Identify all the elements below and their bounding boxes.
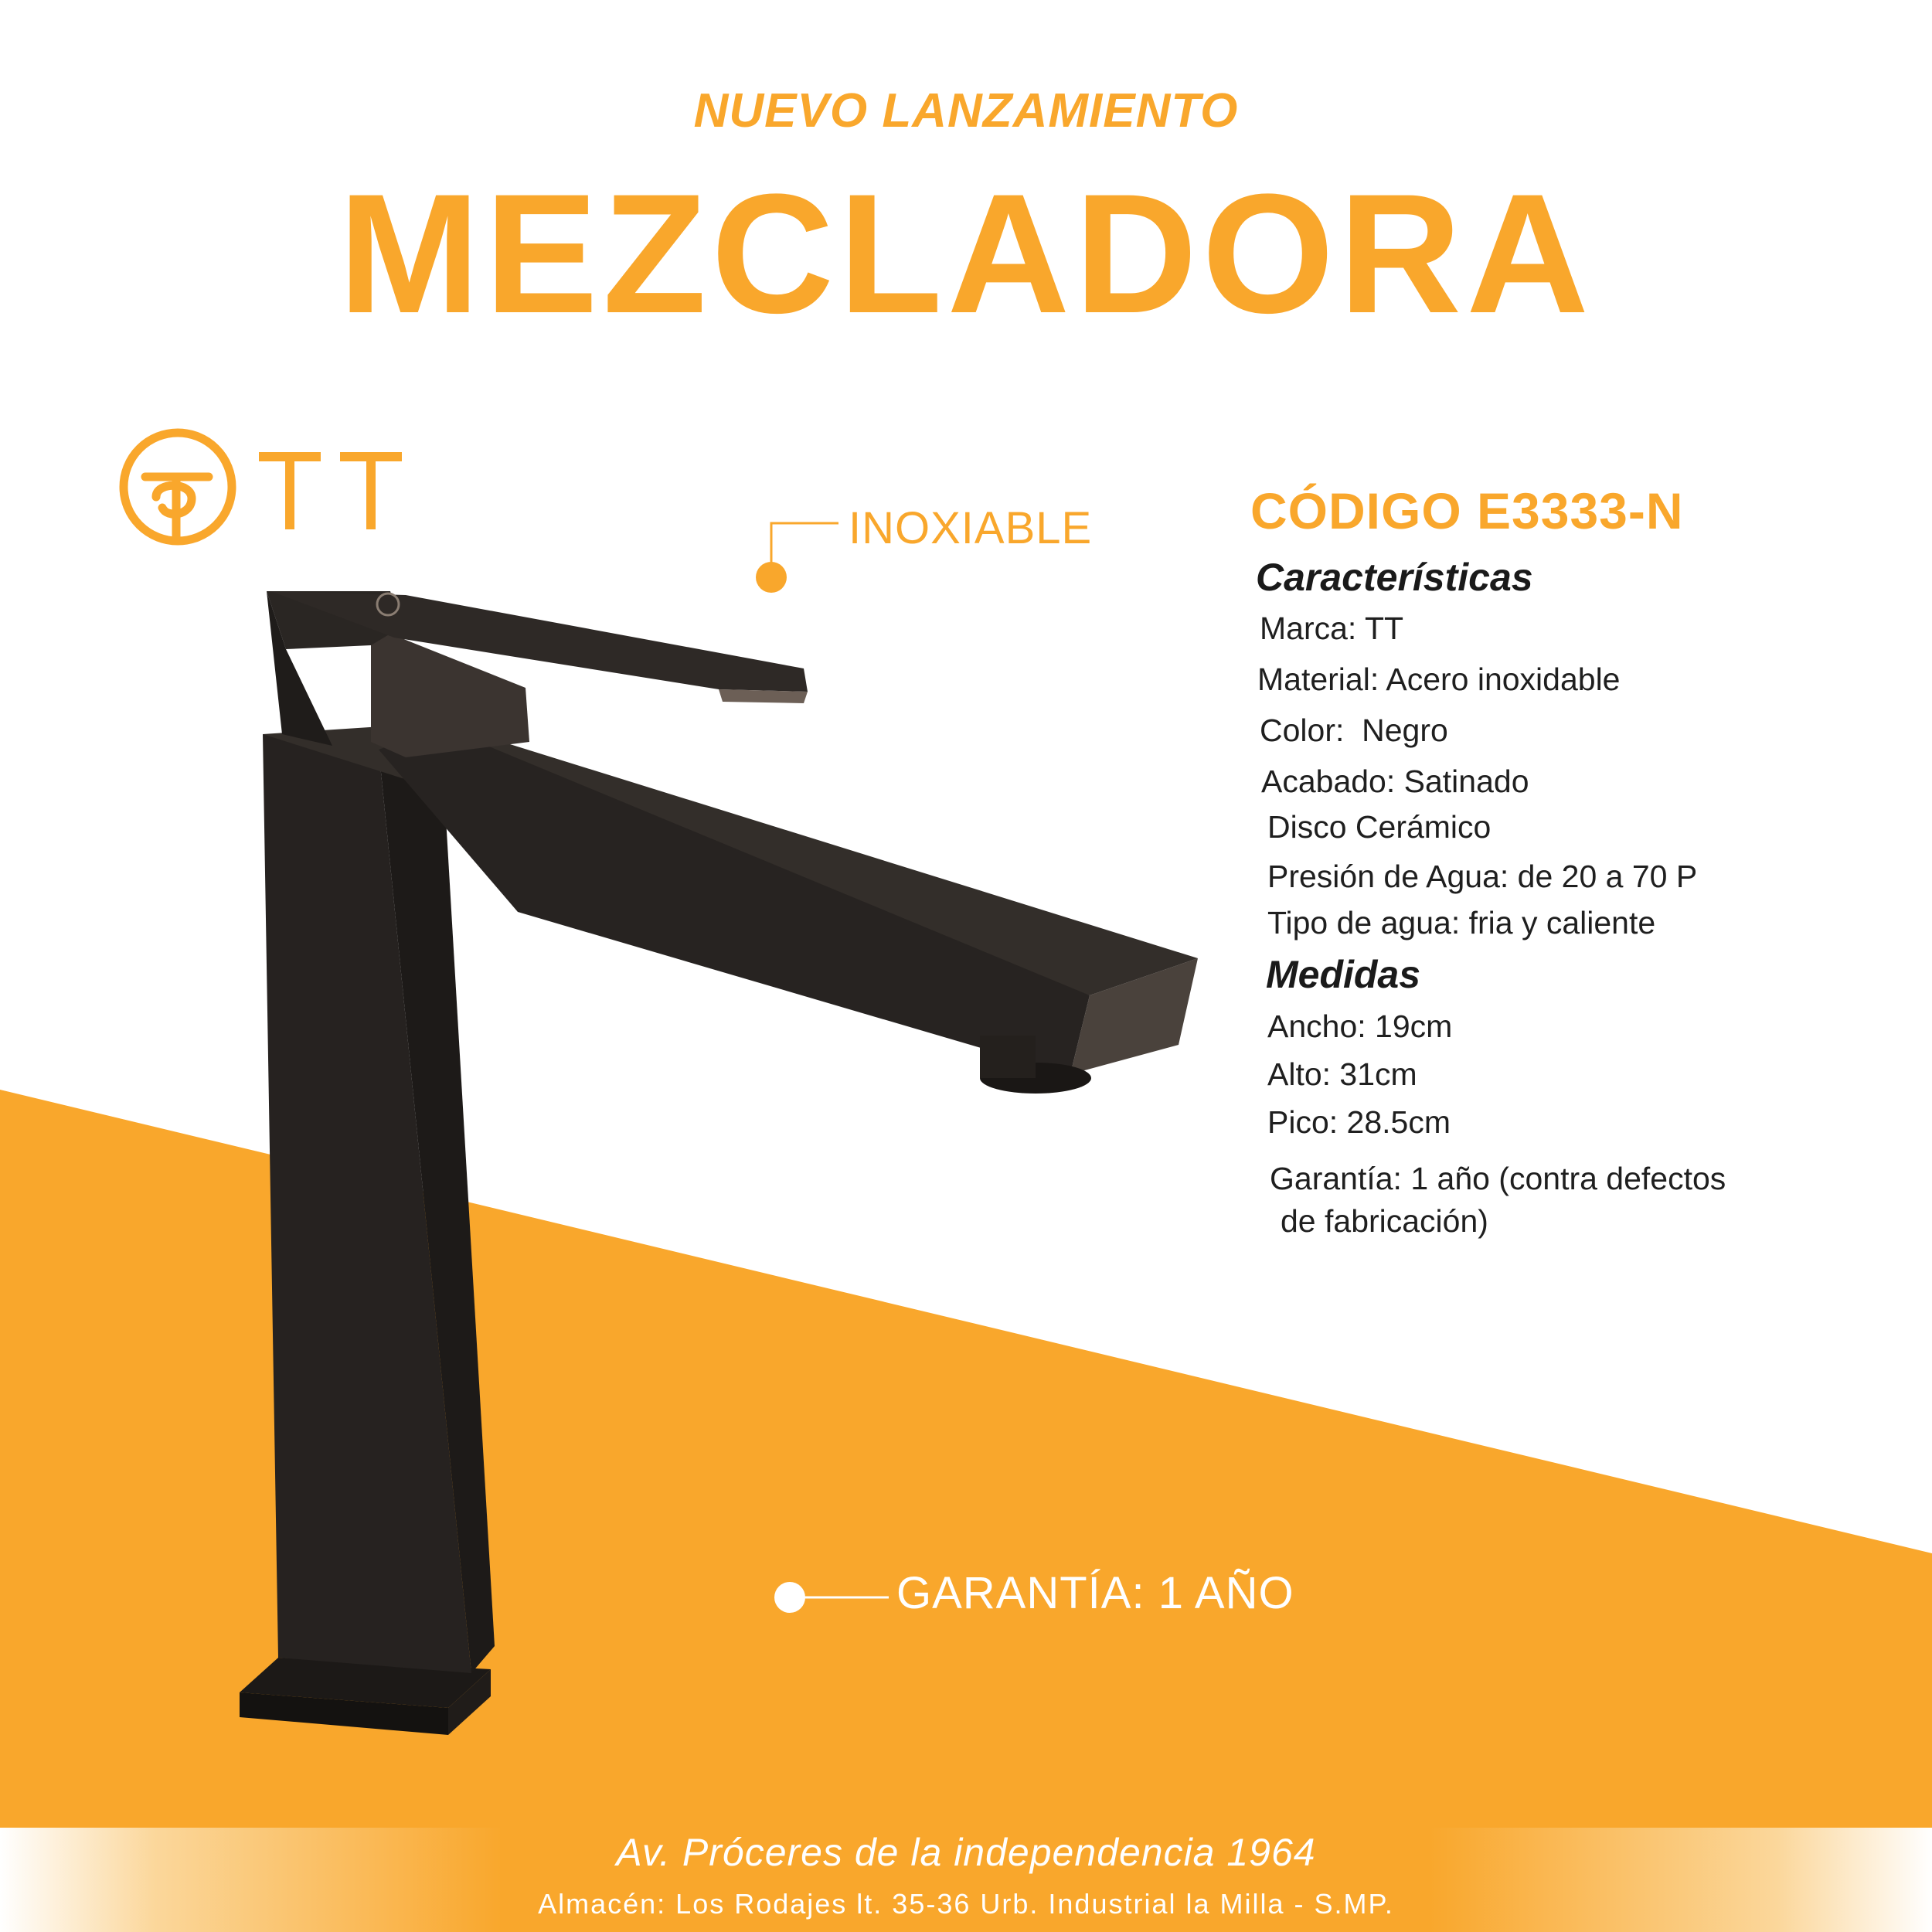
feature-brand: Marca: TT: [1260, 611, 1404, 646]
callout-connector-warranty: [773, 1578, 889, 1617]
product-code: CÓDIGO E3333-N: [1250, 482, 1684, 539]
faucet-image: [216, 572, 1221, 1839]
measure-width: Ancho: 19cm: [1267, 1009, 1453, 1044]
feature-finish: Acabado: Satinado: [1261, 764, 1529, 799]
page-title: MEZCLADORA: [338, 158, 1594, 349]
callout-connector-material: [753, 506, 838, 599]
kicker-text: NUEVO LANZAMIENTO: [693, 84, 1239, 138]
callout-warranty-label: GARANTÍA: 1 AÑO: [896, 1568, 1294, 1618]
feature-color: Color: Negro: [1260, 713, 1448, 748]
feature-water-type: Tipo de agua: fria y caliente: [1267, 905, 1656, 940]
feature-disc: Disco Cerámico: [1267, 809, 1492, 845]
brand-logo: [116, 421, 425, 553]
footer-address: Av. Próceres de la independencia 1964: [616, 1831, 1316, 1874]
measures-heading: Medidas: [1266, 953, 1421, 996]
warranty-detail-line1: Garantía: 1 año (contra defectos: [1270, 1161, 1726, 1196]
callout-material-label: INOXIABLE: [849, 503, 1093, 553]
measure-spout: Pico: 28.5cm: [1267, 1104, 1451, 1140]
warranty-detail-line2: de fabricación): [1281, 1203, 1488, 1239]
feature-pressure: Presión de Agua: de 20 a 70 P: [1267, 859, 1698, 894]
feature-material: Material: Acero inoxidable: [1257, 662, 1621, 697]
features-heading: Características: [1256, 556, 1533, 599]
logo-monogram-icon: [145, 477, 209, 537]
measure-height: Alto: 31cm: [1267, 1056, 1417, 1092]
footer-warehouse: Almacén: Los Rodajes lt. 35-36 Urb. Industrial la Milla - S.MP.: [538, 1888, 1394, 1920]
